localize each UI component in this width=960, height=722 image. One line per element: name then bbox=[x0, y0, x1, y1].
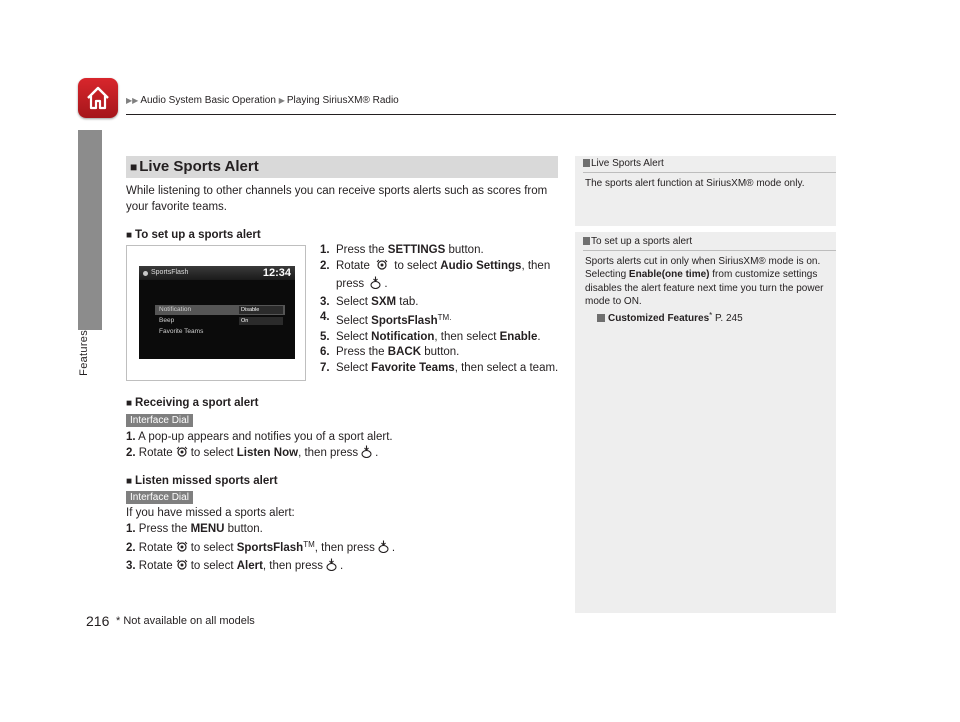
step-text: button. bbox=[227, 523, 263, 535]
receiving-steps bbox=[126, 429, 558, 463]
note-live-sports-alert bbox=[575, 157, 836, 190]
setup-step bbox=[320, 243, 565, 259]
setup-steps bbox=[320, 243, 565, 376]
step-bold: BACK bbox=[387, 346, 422, 358]
step-text: Rotate bbox=[138, 560, 173, 572]
xref-page[interactable]: P. 245 bbox=[715, 312, 743, 324]
note-marker-icon bbox=[583, 237, 590, 245]
setup-step: 2. Rotate to select Audio Settings, then press . bbox=[320, 259, 565, 295]
dial-press-icon bbox=[370, 276, 381, 295]
receiving-step bbox=[126, 429, 558, 445]
step-text: , then press bbox=[336, 259, 551, 290]
step-bold: SportsFlash bbox=[371, 315, 438, 327]
step-text: , then press bbox=[262, 560, 324, 572]
note-body: The sports alert function at SiriusXM® mode only. bbox=[585, 177, 805, 189]
step-text: Press the bbox=[138, 523, 188, 535]
missed-steps bbox=[126, 505, 558, 576]
heading-square-icon: ■ bbox=[126, 398, 133, 409]
step-text: to select bbox=[190, 560, 234, 572]
missed-step: 3. Rotate to select Alert, then press . bbox=[126, 558, 558, 576]
step-text: Rotate bbox=[138, 542, 173, 554]
step-text: , then press bbox=[314, 542, 375, 554]
trademark-mark: TM bbox=[303, 540, 315, 549]
page-number: 216 bbox=[86, 613, 110, 629]
xref-star: * bbox=[709, 310, 713, 320]
step-text: to select bbox=[190, 542, 234, 554]
note-title-text: Live Sports Alert bbox=[591, 158, 664, 169]
screen-row-value: Disable bbox=[239, 306, 283, 314]
step-bold: SETTINGS bbox=[387, 244, 446, 256]
note-body bbox=[575, 255, 836, 326]
notes-separator bbox=[575, 226, 836, 232]
section-intro: While listening to other channels you can receive sports alerts such as scores from your favorite teams. bbox=[126, 185, 548, 213]
footnote: * Not available on all models bbox=[116, 615, 255, 627]
step-text: Select bbox=[336, 361, 372, 374]
receiving-heading bbox=[126, 397, 258, 409]
screen-row-value: On bbox=[239, 317, 283, 325]
step-bold: Alert bbox=[236, 560, 263, 572]
heading-square-icon: ■ bbox=[126, 230, 133, 241]
step-text: Press the bbox=[336, 244, 388, 256]
missed-heading bbox=[126, 475, 278, 487]
setup-step bbox=[320, 295, 565, 311]
section-square-icon: ■ bbox=[130, 160, 138, 174]
step-bold: Enable bbox=[499, 330, 538, 343]
setup-step bbox=[320, 310, 565, 330]
setup-step bbox=[320, 330, 565, 346]
step-text: . bbox=[537, 330, 541, 343]
step-text: Select bbox=[336, 330, 372, 343]
step-text: button. bbox=[445, 244, 484, 256]
missed-step bbox=[126, 521, 558, 537]
step-bold: Audio Settings bbox=[440, 259, 522, 272]
screen-row-label: Beep bbox=[159, 317, 175, 324]
sidebar-tab-marker bbox=[78, 130, 102, 330]
receiving-step: 2. Rotate to select Listen Now, then press . bbox=[126, 445, 558, 463]
sportsflash-screen-image bbox=[139, 266, 295, 359]
breadcrumb-item-siriusxm[interactable]: Playing SiriusXM® Radio bbox=[286, 95, 399, 106]
screen-row-label: Favorite Teams bbox=[159, 328, 204, 335]
screen-title: SportsFlash bbox=[151, 269, 189, 276]
step-bold: Notification bbox=[371, 330, 435, 343]
dial-press-icon bbox=[326, 558, 337, 576]
cross-reference-link[interactable] bbox=[585, 309, 824, 326]
missed-heading-text: Listen missed sports alert bbox=[135, 475, 278, 487]
dial-press-icon bbox=[361, 445, 372, 463]
home-icon bbox=[84, 84, 112, 112]
note-marker-icon bbox=[583, 159, 590, 167]
receiving-heading-text: Receiving a sport alert bbox=[135, 397, 259, 409]
step-number: 1. bbox=[320, 244, 330, 256]
setup-heading bbox=[126, 229, 261, 241]
step-text: , then press bbox=[298, 447, 359, 459]
step-number: 7. bbox=[320, 361, 330, 374]
step-text: Select bbox=[336, 295, 372, 308]
step-text: Rotate bbox=[336, 259, 374, 272]
step-number: 2. bbox=[126, 447, 136, 459]
screen-source-icon bbox=[143, 271, 148, 276]
interface-dial-icon bbox=[376, 259, 388, 277]
breadcrumb-arrow-icon: ▶▶ bbox=[126, 96, 139, 105]
step-number: 1. bbox=[126, 431, 136, 443]
step-number: 3. bbox=[320, 295, 330, 308]
screen-clock: 12:34 bbox=[262, 267, 291, 279]
step-text: Rotate bbox=[138, 447, 173, 459]
step-text: A pop-up appears and notifies you of a sport alert. bbox=[138, 431, 393, 443]
step-bold: MENU bbox=[190, 523, 225, 535]
note-bold: Enable(one time) bbox=[628, 269, 710, 280]
setup-step bbox=[320, 345, 565, 361]
setup-step bbox=[320, 361, 565, 377]
step-text: Press the bbox=[336, 346, 388, 358]
step-text: to select bbox=[391, 259, 441, 272]
xref-label[interactable]: Customized Features bbox=[608, 312, 710, 324]
note-text: Sports alerts cut in only when SiriusXM® mode is on. Selecting bbox=[585, 255, 821, 280]
interface-dial-badge: Interface Dial bbox=[126, 491, 193, 504]
missed-step: 2. Rotate to select SportsFlash™, then press . bbox=[126, 537, 558, 558]
step-number: 3. bbox=[126, 560, 136, 572]
note-rule bbox=[583, 250, 836, 251]
interface-dial-icon bbox=[176, 559, 188, 576]
header-rule bbox=[126, 114, 836, 115]
section-header bbox=[126, 156, 558, 178]
missed-intro: If you have missed a sports alert: bbox=[126, 507, 295, 519]
heading-square-icon: ■ bbox=[126, 476, 133, 487]
dial-press-icon bbox=[378, 540, 389, 558]
interface-dial-icon bbox=[176, 541, 188, 558]
cross-reference-icon bbox=[597, 314, 605, 322]
step-number: 4. bbox=[320, 311, 330, 323]
step-number: 6. bbox=[320, 346, 330, 358]
step-bold: SXM bbox=[371, 295, 397, 308]
step-number: 5. bbox=[320, 330, 330, 343]
step-text: to select bbox=[190, 447, 234, 459]
note-title bbox=[575, 157, 836, 171]
note-setup-sports-alert bbox=[575, 235, 836, 325]
screen-row-label: Notification bbox=[159, 306, 192, 313]
step-text: button. bbox=[421, 346, 460, 358]
step-bold: Listen Now bbox=[236, 447, 299, 459]
step-number: 2. bbox=[320, 259, 330, 272]
step-text: tab. bbox=[396, 295, 419, 308]
home-button[interactable] bbox=[78, 78, 118, 118]
interface-dial-icon bbox=[176, 446, 188, 463]
setup-heading-text: To set up a sports alert bbox=[135, 229, 261, 241]
screen-row bbox=[155, 305, 285, 315]
note-text: from customize settings disables the alert feature next time you turn the power mode to ON. bbox=[585, 269, 824, 307]
step-text: Select bbox=[336, 315, 372, 327]
step-text: TM. bbox=[437, 313, 452, 322]
side-notes-panel bbox=[575, 156, 836, 613]
step-number: 1. bbox=[126, 523, 136, 535]
section-title: Live Sports Alert bbox=[139, 158, 259, 175]
step-number: 2. bbox=[126, 542, 136, 554]
breadcrumb bbox=[126, 95, 399, 106]
note-title-text: To set up a sports alert bbox=[591, 236, 693, 247]
note-title bbox=[575, 235, 836, 249]
breadcrumb-item-audio[interactable]: Audio System Basic Operation bbox=[140, 95, 276, 106]
screen-row bbox=[155, 316, 285, 326]
screen-row bbox=[155, 327, 285, 337]
step-text: , then select bbox=[434, 330, 500, 343]
breadcrumb-arrow-icon: ▶ bbox=[278, 96, 285, 105]
step-bold: Favorite Teams bbox=[371, 361, 455, 374]
sidebar-section-label: Features bbox=[78, 330, 90, 376]
note-rule bbox=[583, 172, 836, 173]
step-text: , then select a team. bbox=[454, 361, 559, 374]
interface-dial-badge: Interface Dial bbox=[126, 414, 193, 427]
step-bold: SportsFlash bbox=[236, 542, 304, 554]
